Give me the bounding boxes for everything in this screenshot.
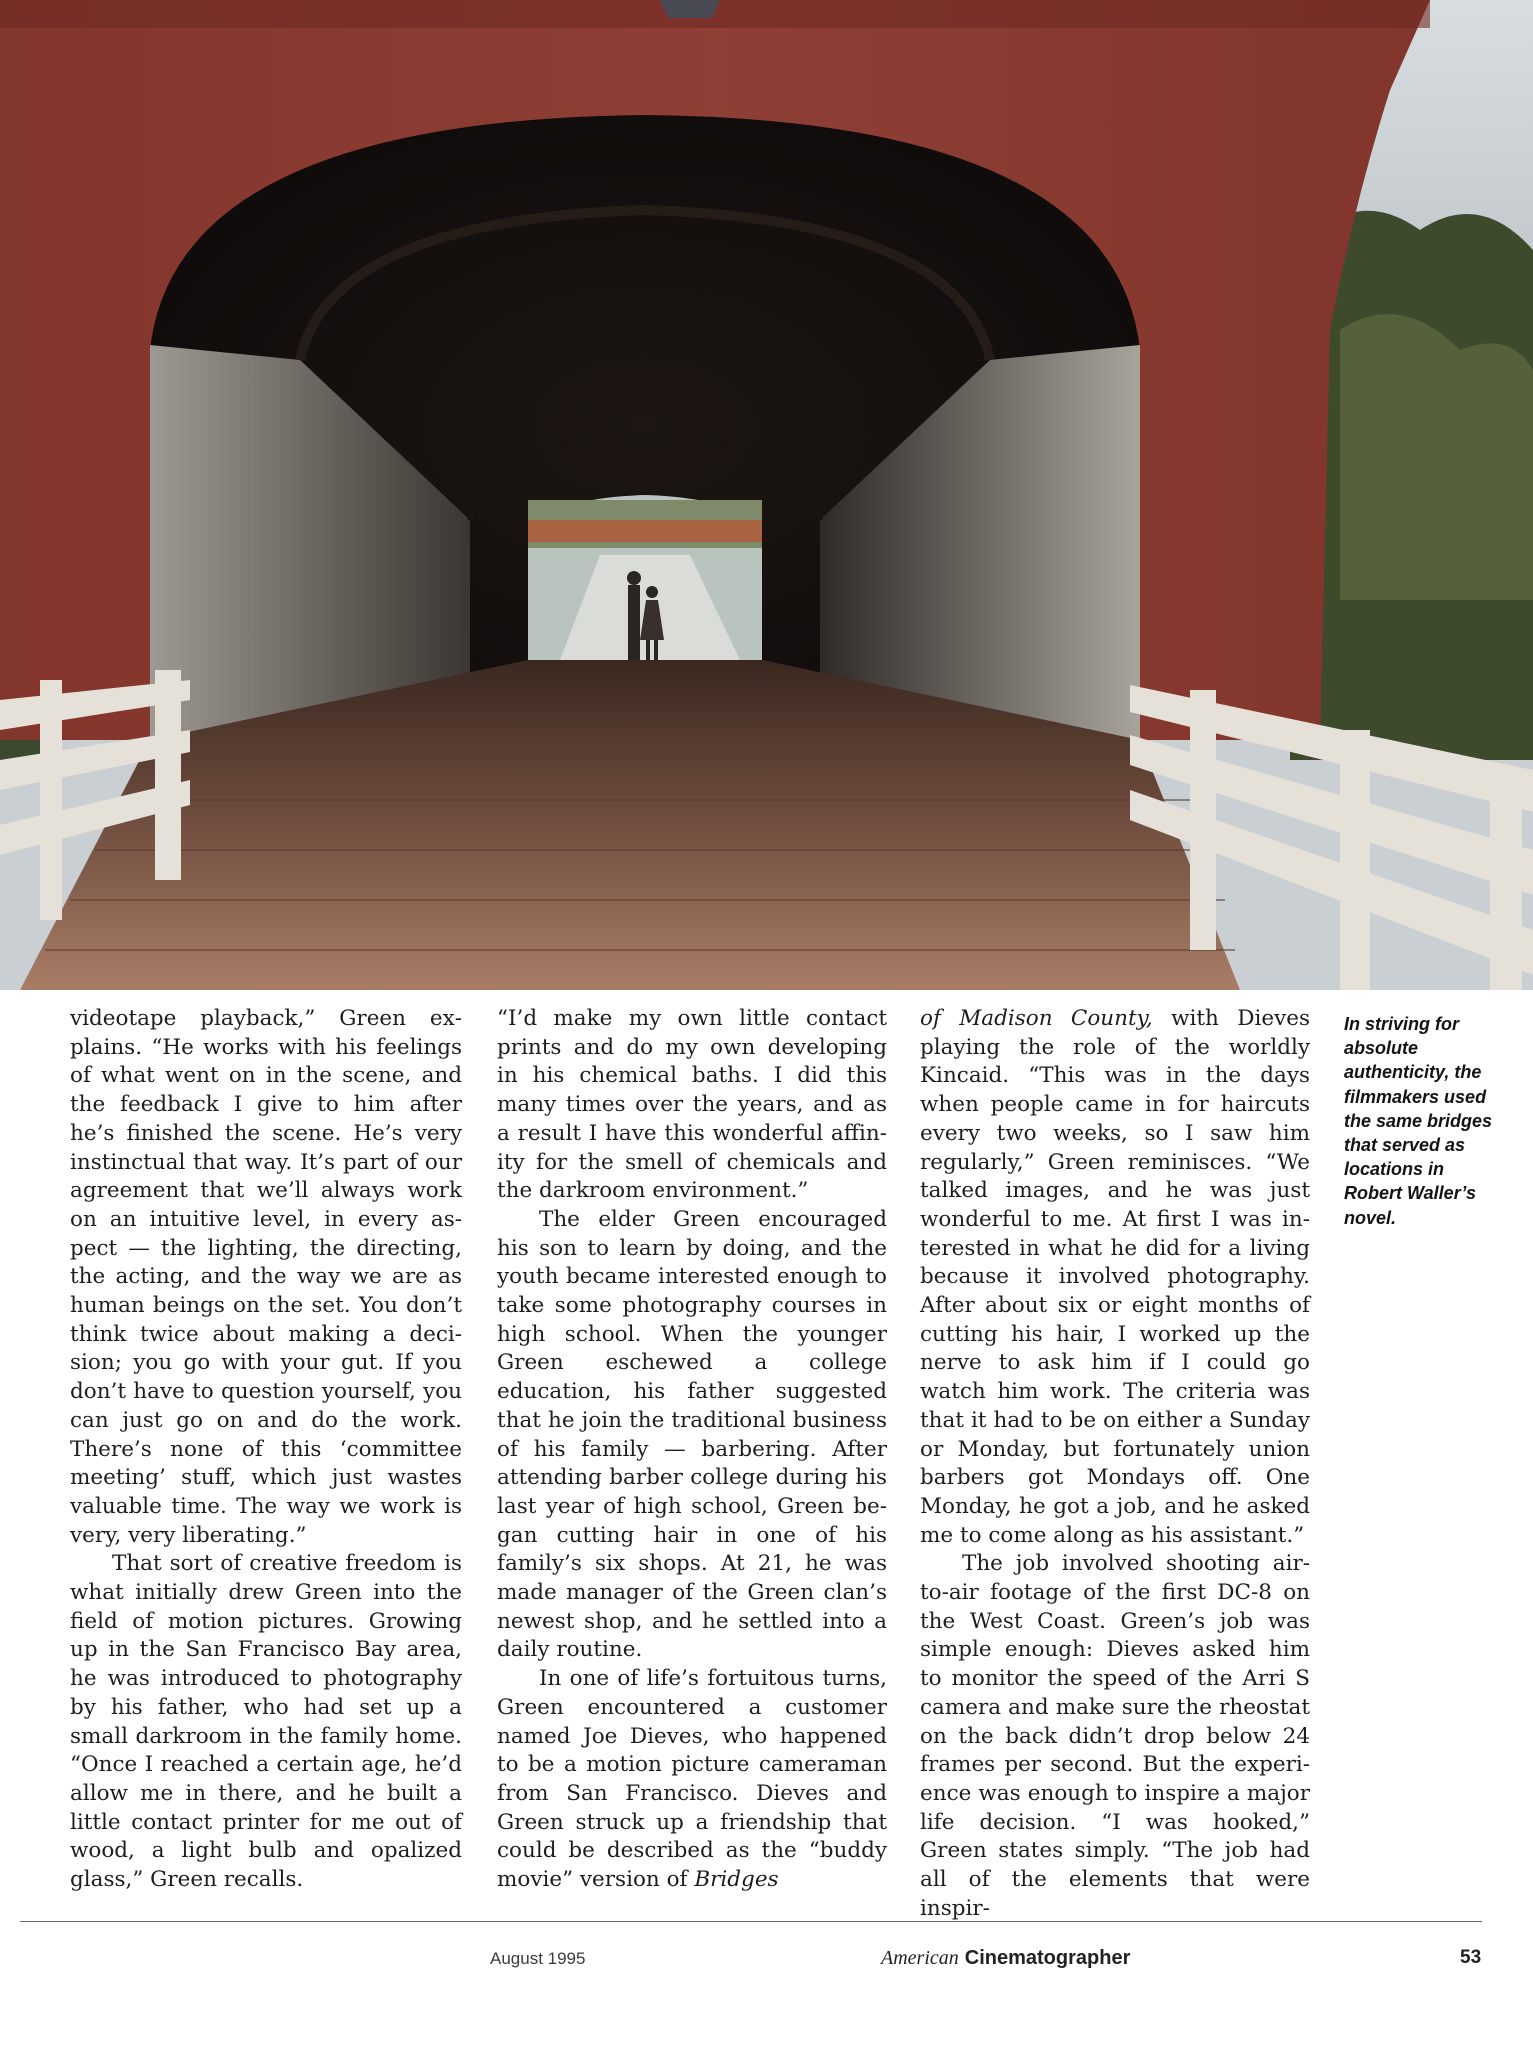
paragraph-text: with Dieves playing the role of the worldly Kincaid. “This was in the days when people came in for haircuts every two weeks, so I saw him regularly,” Green reminisces. “We talked images, and he was just wonderful to me. At first I was interested in what he did for a living because it involved photography. After about six or eight months of cutting his hair, I worked up the nerve to ask him if I could go watch him work. The criteria was that it had to be on either a Sunday or Monday, but fortunately union barbers got Mondays off. One Monday, he got a job, and he asked me to come along as his assistant.” (920, 1006, 1310, 1548)
paragraph (920, 1005, 1310, 1550)
paragraph: The elder Green encouraged his son to learn by doing, and the youth became interested enough to take some photography courses in high school. When the younger Green eschewed a college education, his father suggested that he join the traditional business of his family — barbering. After attending barber college during his last year of high school, Green began cutting hair in one of his family’s six shops. At 21, he was made manager of the Green clan’s newest shop, and he settled into a daily routine. (497, 1206, 887, 1663)
magazine-name-part-2: Cinematographer (964, 1947, 1131, 1969)
book-title-italic: Bridges (694, 1867, 779, 1893)
paragraph: videotape playback,” Green explains. “He works with his feelings of what went on in the scene, and the feedback I give to him after he’s finished the scene. He’s very instinctual that way. It’s part of our agreement that we’ll always work on an intuitive level, in every aspect — the lighting, the directing, the acting, and the way we are as human beings on the set. You don’t think twice about making a decision; you go with your gut. If you don’t have to question yourself, you can just go on and do the work. There’s none of this ‘committee meeting’ stuff, which just wastes valuable time. The way we work is very, very liberating.” (70, 1006, 462, 1548)
article-column-1 (70, 1005, 462, 1895)
paragraph: “I’d make my own little contact prints and do my own developing in his chemical baths. I did this many times over the years, and as a result I have this wonderful affinity for the smell of chemicals and the darkroom environment.” (497, 1006, 887, 1204)
magazine-name-part-1: American (881, 1947, 959, 1969)
article-column-3 (920, 1005, 1310, 1924)
photo-caption: In striving for absolute authenticity, the filmmakers used the same bridges that served as locations in Robert Waller’s novel. (1344, 1014, 1493, 1228)
covered-bridge-photo (0, 0, 1533, 990)
footer-date: August 1995 (490, 1949, 586, 1968)
paragraph (497, 1665, 887, 1895)
footer-magazine-name (881, 1945, 1130, 1970)
book-title-italic: of Madison County, (920, 1006, 1153, 1031)
footer-rule (20, 1921, 1482, 1922)
paragraph: The job involved shooting air-to-air footage of the first DC-8 on the West Coast. Green’s job was simple enough: Dieves asked him to monitor the speed of the Arri S camera and make sure the rheostat on the back didn’t drop below 24 frames per second. But the experience was enough to inspire a major life decision. “I was hooked,” Green states simply. “The job had all of the elements that were inspir- (920, 1551, 1310, 1921)
paragraph-text: In one of life’s fortuitous turns, Green encountered a customer named Joe Dieves, who happened to be a motion picture cameraman from San Francisco. Dieves and Green struck up a friendship that could be described as the “buddy movie” version of (497, 1666, 887, 1893)
page-number: 53 (1460, 1947, 1482, 1968)
article-column-2 (497, 1005, 887, 1895)
paragraph: That sort of creative freedom is what initially drew Green into the field of motion pictures. Growing up in the San Francisco Bay area, he was introduced to photography by his father, who had set up a small darkroom in the family home. “Once I reached a certain age, he’d allow me in there, and he built a little contact printer for me out of wood, a light bulb and opalized glass,” Green recalls. (70, 1551, 462, 1893)
